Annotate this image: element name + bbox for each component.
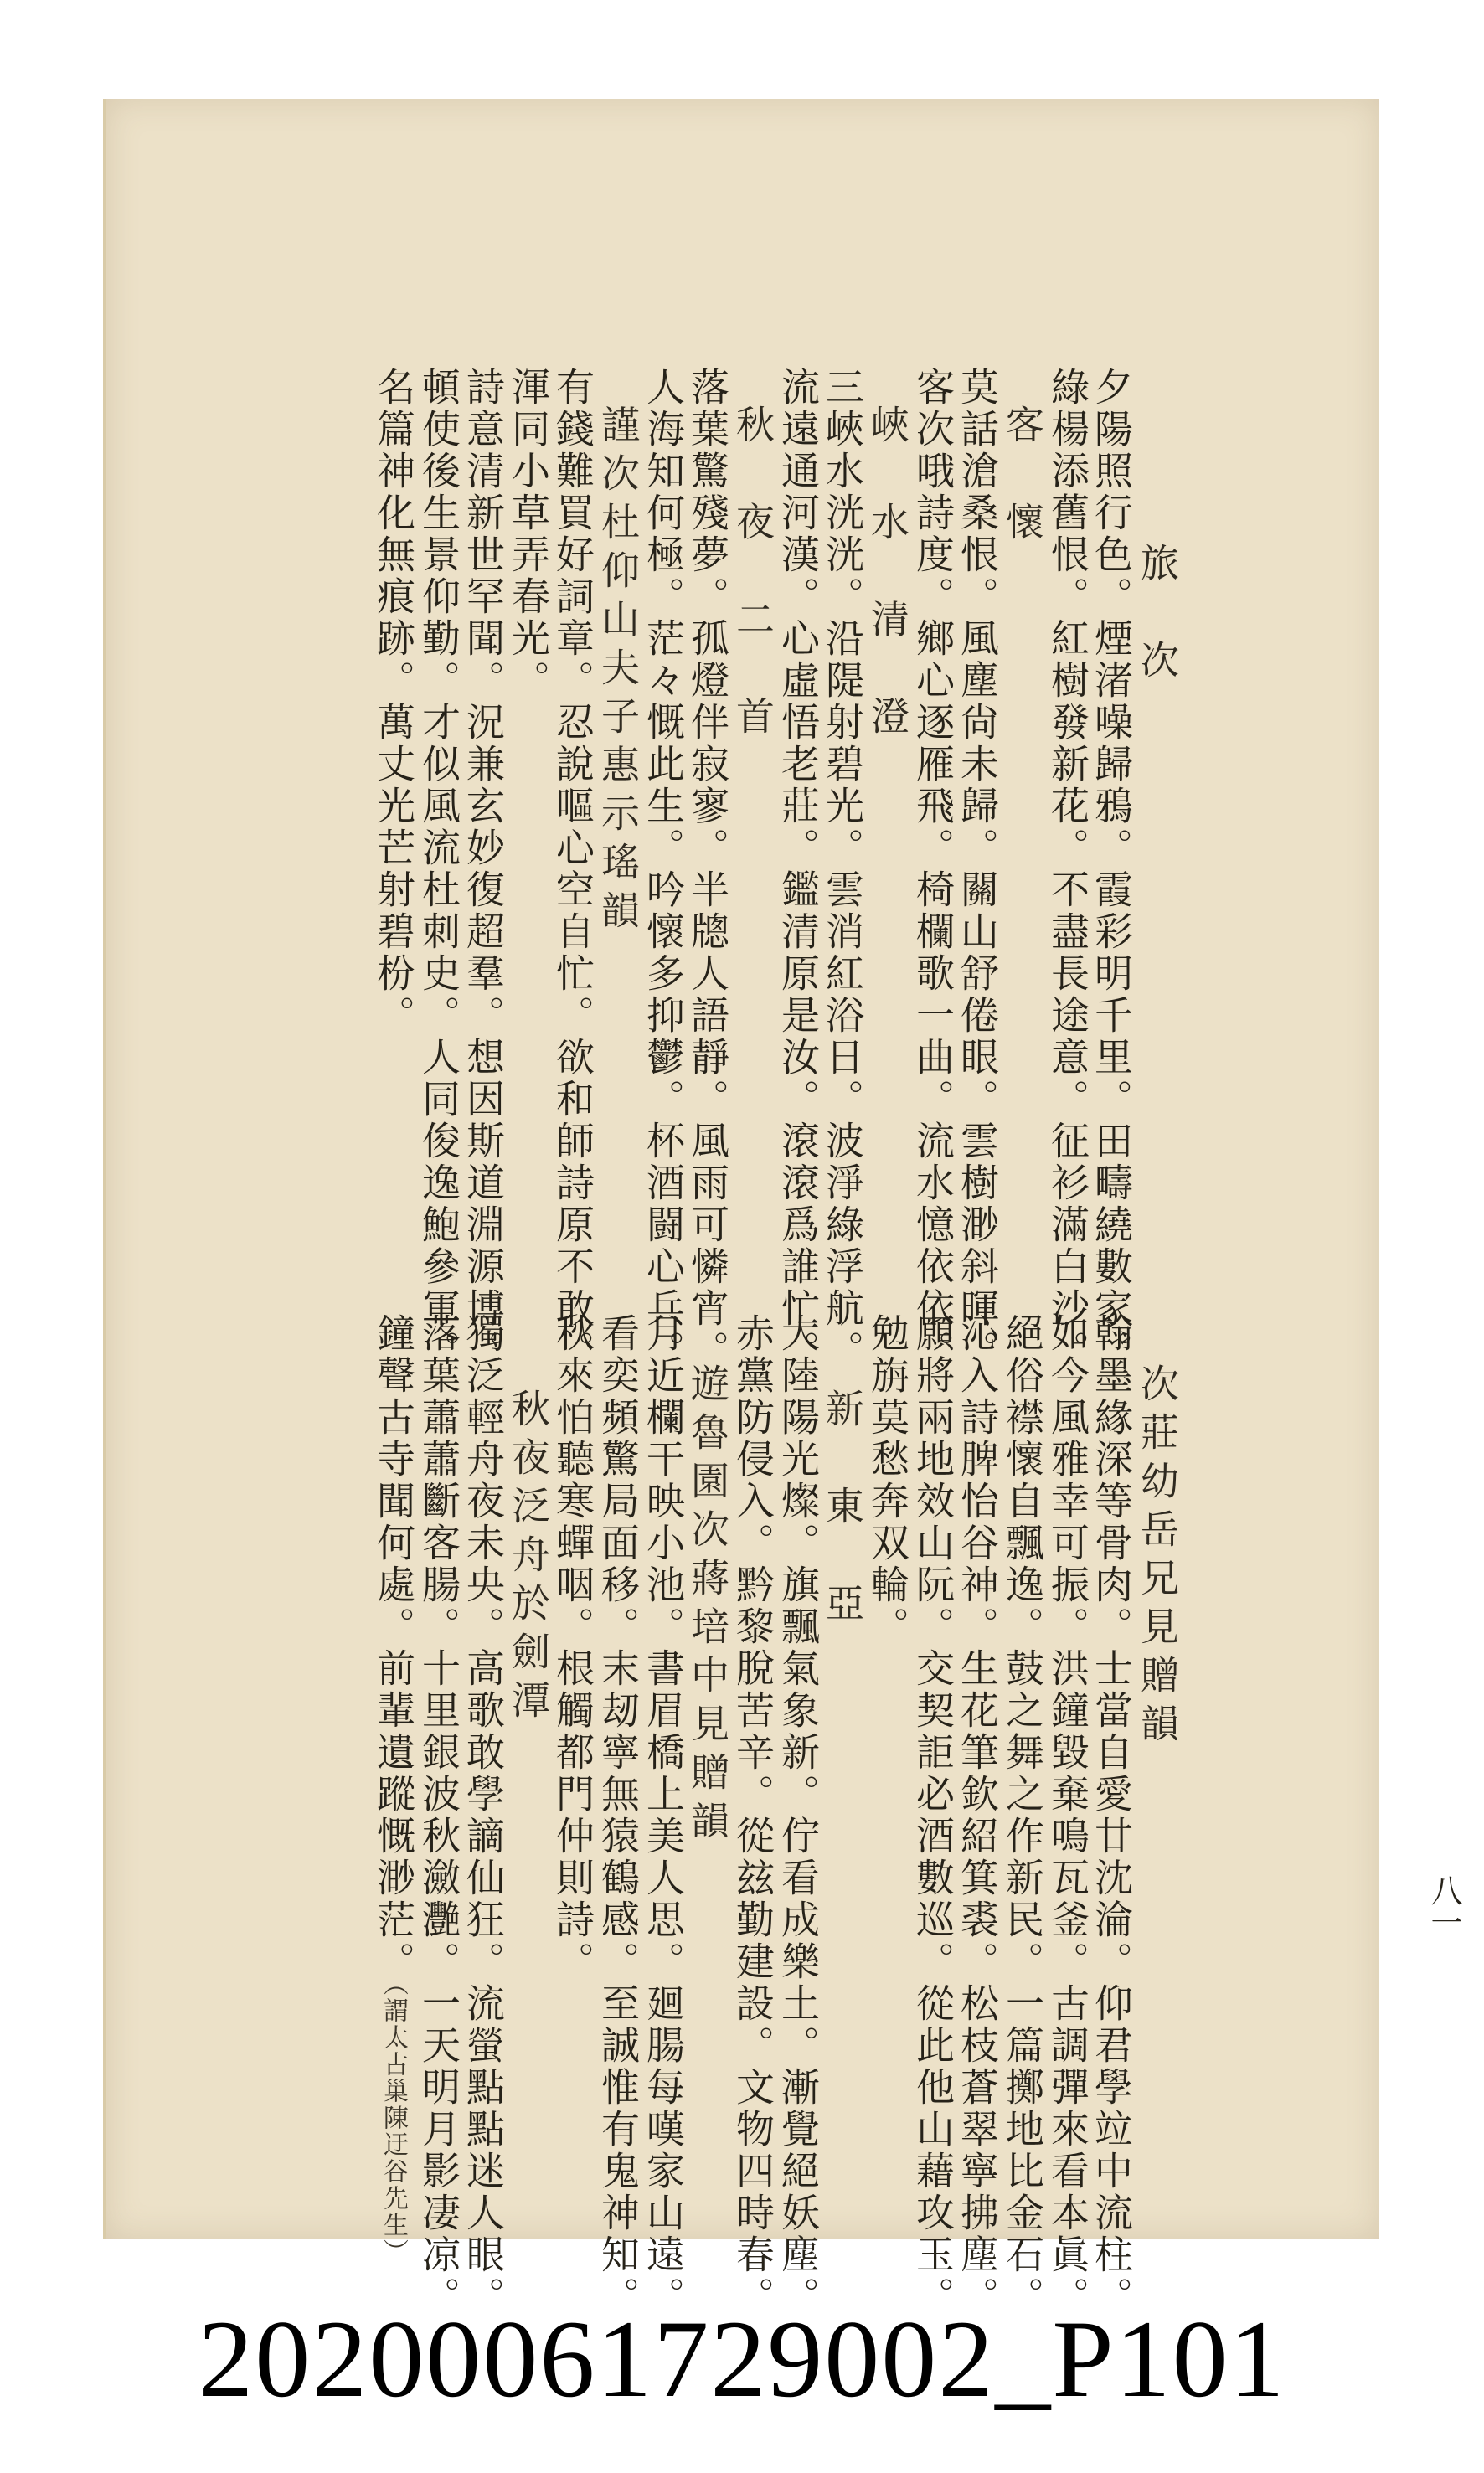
verse-column: 人海知何極。茫々慨此生。吟懷多抑鬱。杯酒闘心兵。 (641, 367, 686, 1372)
verse-column: 絕俗襟懷自飄逸。鼓之舞之作新民。一篇擲地比金石。 (1000, 1313, 1045, 2318)
verse-column: 願將兩地效山阮。交契詎必酒數巡。從此他山藉攻玉。 (910, 1313, 956, 2318)
poem-title: 秋 夜 二 首 (730, 404, 775, 744)
page-number: 八一 (1425, 1874, 1462, 1938)
verse-column: 翰墨緣深等骨肉。士當自愛廿沈淪。仰君學竝中流柱。 (1089, 1313, 1134, 2318)
poem-title: 謹次杜仰山夫子惠示瑤韻 (595, 404, 641, 939)
verse-column: 勉旃莫愁奔双輪。 (865, 1313, 910, 1648)
verse-column: 秋來怕聽寒蟬咽。根觸都門仲則詩。 (550, 1313, 595, 1983)
verse-column: 莫話滄桑恨。風塵尙未歸。關山舒倦眼。雲樹渺斜暉。 (955, 367, 1000, 1372)
verse-column: 詩意清新世罕聞。況兼玄妙復超羣。想因斯道淵源博。 (461, 367, 506, 1372)
verse-column: 鐘聲古寺聞何處。前輩遺蹤慨渺茫。 (371, 1313, 416, 1983)
verse-column: 大陸陽光燦。旗飄氣象新。佇看成樂土。漸覺絕妖塵。 (775, 1313, 821, 2318)
verse-column: 客次哦詩度。鄉心逐雁飛。椅欄歌一曲。流水憶依依。 (910, 367, 956, 1372)
verse-column: 渾同小草弄春光。 (506, 367, 551, 702)
catalog-id-label: 20200061729002_P101 (198, 2297, 1286, 2420)
poem-title: 客 懷 (1000, 404, 1045, 550)
verse-column: 獨泛輕舟夜未央。高歌敢學謫仙狂。流螢點點迷人眼。 (461, 1313, 506, 2318)
verse-column: 落葉驚殘夢。孤燈伴寂寥。半牕人語靜。風雨可憐宵。 (685, 367, 730, 1372)
poem-title: 峽 水 清 澄 (865, 404, 910, 744)
poem-title: 遊魯園次蔣培中見贈韻 (685, 1363, 730, 1849)
verse-column: 夕陽照行色。煙渚噪歸鴉。霞彩明千里。田疇繞數家。 (1089, 367, 1134, 1372)
verse-column: 赤黨防侵入。黔黎脫苦辛。從玆勤建設。文物四時春。 (730, 1313, 775, 2318)
poem-title: 旅 次 (1135, 543, 1180, 688)
book-page (103, 99, 1462, 2318)
poem-title: 新 東 亞 (820, 1388, 865, 1631)
verse-column: 三峽水洸洸。沿隄射碧光。雲消紅浴日。波淨綠浮航。 (820, 367, 865, 1372)
verse-column: 沁入詩脾怡谷神。生花筆欽紹箕裘。松枝蒼翠寧拂塵。 (955, 1313, 1000, 2318)
poem-title: 次莊幼岳兄見贈韻 (1135, 1363, 1180, 1752)
verse-column: 有錢難買好詞章。忍說嘔心空自忙。欲和師詩原不敢。 (550, 367, 595, 1372)
verse-column: 名篇神化無痕跡。萬丈光芒射碧枌。 (371, 367, 416, 1037)
poem-text-block (358, 258, 1438, 2318)
annotation-note: （謂太古巢陳迂谷先生） (379, 1971, 408, 2265)
verse-column: 頓使後生景仰勤。才似風流杜刺史。人同俊逸鮑參軍。 (416, 367, 461, 1372)
poem-title: 秋夜泛舟於劍潭 (506, 1388, 551, 1729)
verse-column: 如今風雅幸可振。洪鐘毀棄鳴瓦釜。古調彈來看本眞。 (1045, 1313, 1090, 2318)
verse-column: 流遠通河漢。心虛悟老莊。鑑清原是汝。滾滾爲誰忙。 (775, 367, 821, 1372)
verse-column: 落葉蕭蕭斷客腸。十里銀波秋瀲灧。一天明月影凄凉。 (416, 1313, 461, 2318)
verse-column: 看奕頻驚局面移。末刼寧無猿鶴感。至誠惟有鬼神知。 (595, 1313, 641, 2318)
verse-column: 月近欄干映小池。書眉橋上美人思。廻腸每嘆家山遠。 (641, 1313, 686, 2318)
verse-column: 綠楊添舊恨。紅樹發新花。不盡長途意。征衫滿白沙。 (1045, 367, 1090, 1372)
